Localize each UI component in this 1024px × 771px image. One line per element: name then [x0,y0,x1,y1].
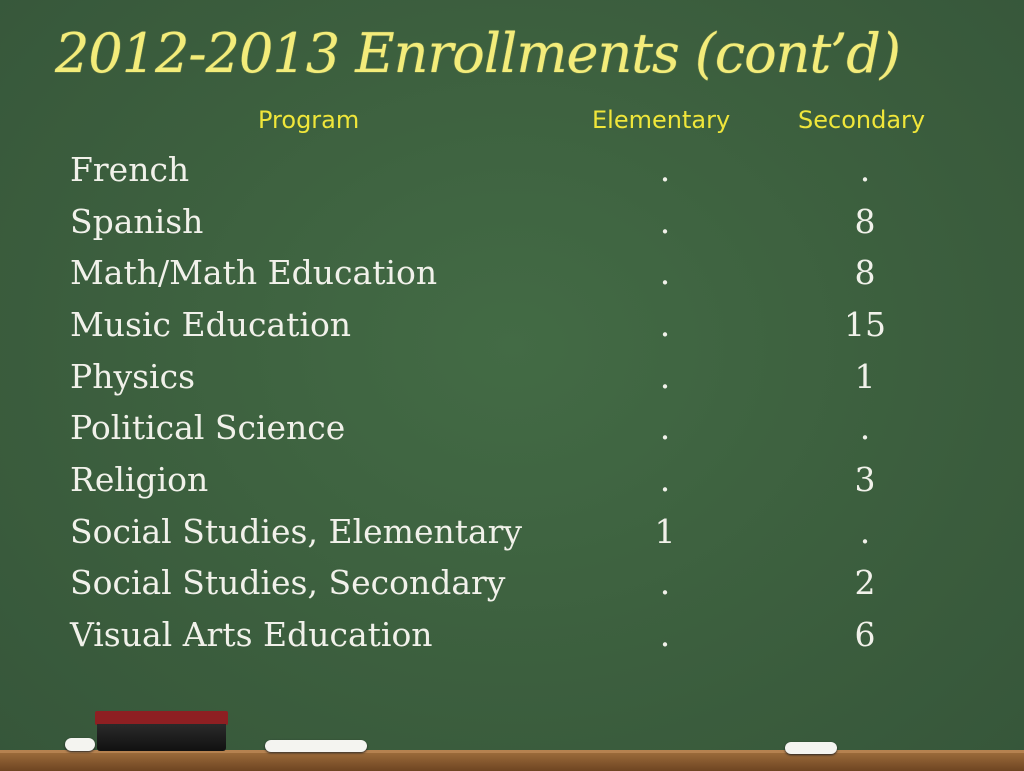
program-name: Math/Math Education [70,253,438,292]
program-name: Physics [70,357,196,396]
secondary-count: 6 [854,615,876,654]
program-name: Music Education [70,305,352,344]
program-name: Social Studies, Elementary [70,512,523,551]
chalk-piece-icon [265,740,367,752]
secondary-count: 1 [854,357,876,396]
table-row [0,253,1024,305]
header-elementary: Elementary [592,106,731,134]
table-row [0,563,1024,615]
program-name: Political Science [70,408,346,447]
elementary-count: . [659,357,671,396]
elementary-count: . [659,253,671,292]
page-title: 2012-2013 Enrollments (cont’d) [55,22,900,85]
program-name: Visual Arts Education [70,615,433,654]
table-row [0,408,1024,460]
program-name: Religion [70,460,209,499]
header-secondary: Secondary [798,106,926,134]
elementary-count: . [659,615,671,654]
table-row [0,512,1024,564]
elementary-count: . [659,563,671,602]
elementary-count: . [659,202,671,241]
header-program: Program [258,106,360,134]
table-row [0,202,1024,254]
secondary-count: 15 [844,305,886,344]
secondary-count: 3 [854,460,876,499]
secondary-count: . [859,150,871,189]
secondary-count: 8 [854,202,876,241]
elementary-count: . [659,150,671,189]
table-row [0,357,1024,409]
table-row [0,150,1024,202]
table-row [0,460,1024,512]
secondary-count: . [859,408,871,447]
secondary-count: 8 [854,253,876,292]
elementary-count: 1 [654,512,676,551]
secondary-count: 2 [854,563,876,602]
elementary-count: . [659,460,671,499]
elementary-count: . [659,408,671,447]
program-name: Social Studies, Secondary [70,563,506,602]
table-row [0,615,1024,667]
chalk-piece-icon [785,742,837,754]
eraser-icon [95,711,228,751]
program-name: Spanish [70,202,204,241]
program-name: French [70,150,190,189]
secondary-count: . [859,512,871,551]
table-row [0,305,1024,357]
elementary-count: . [659,305,671,344]
chalk-piece-icon [65,738,95,751]
